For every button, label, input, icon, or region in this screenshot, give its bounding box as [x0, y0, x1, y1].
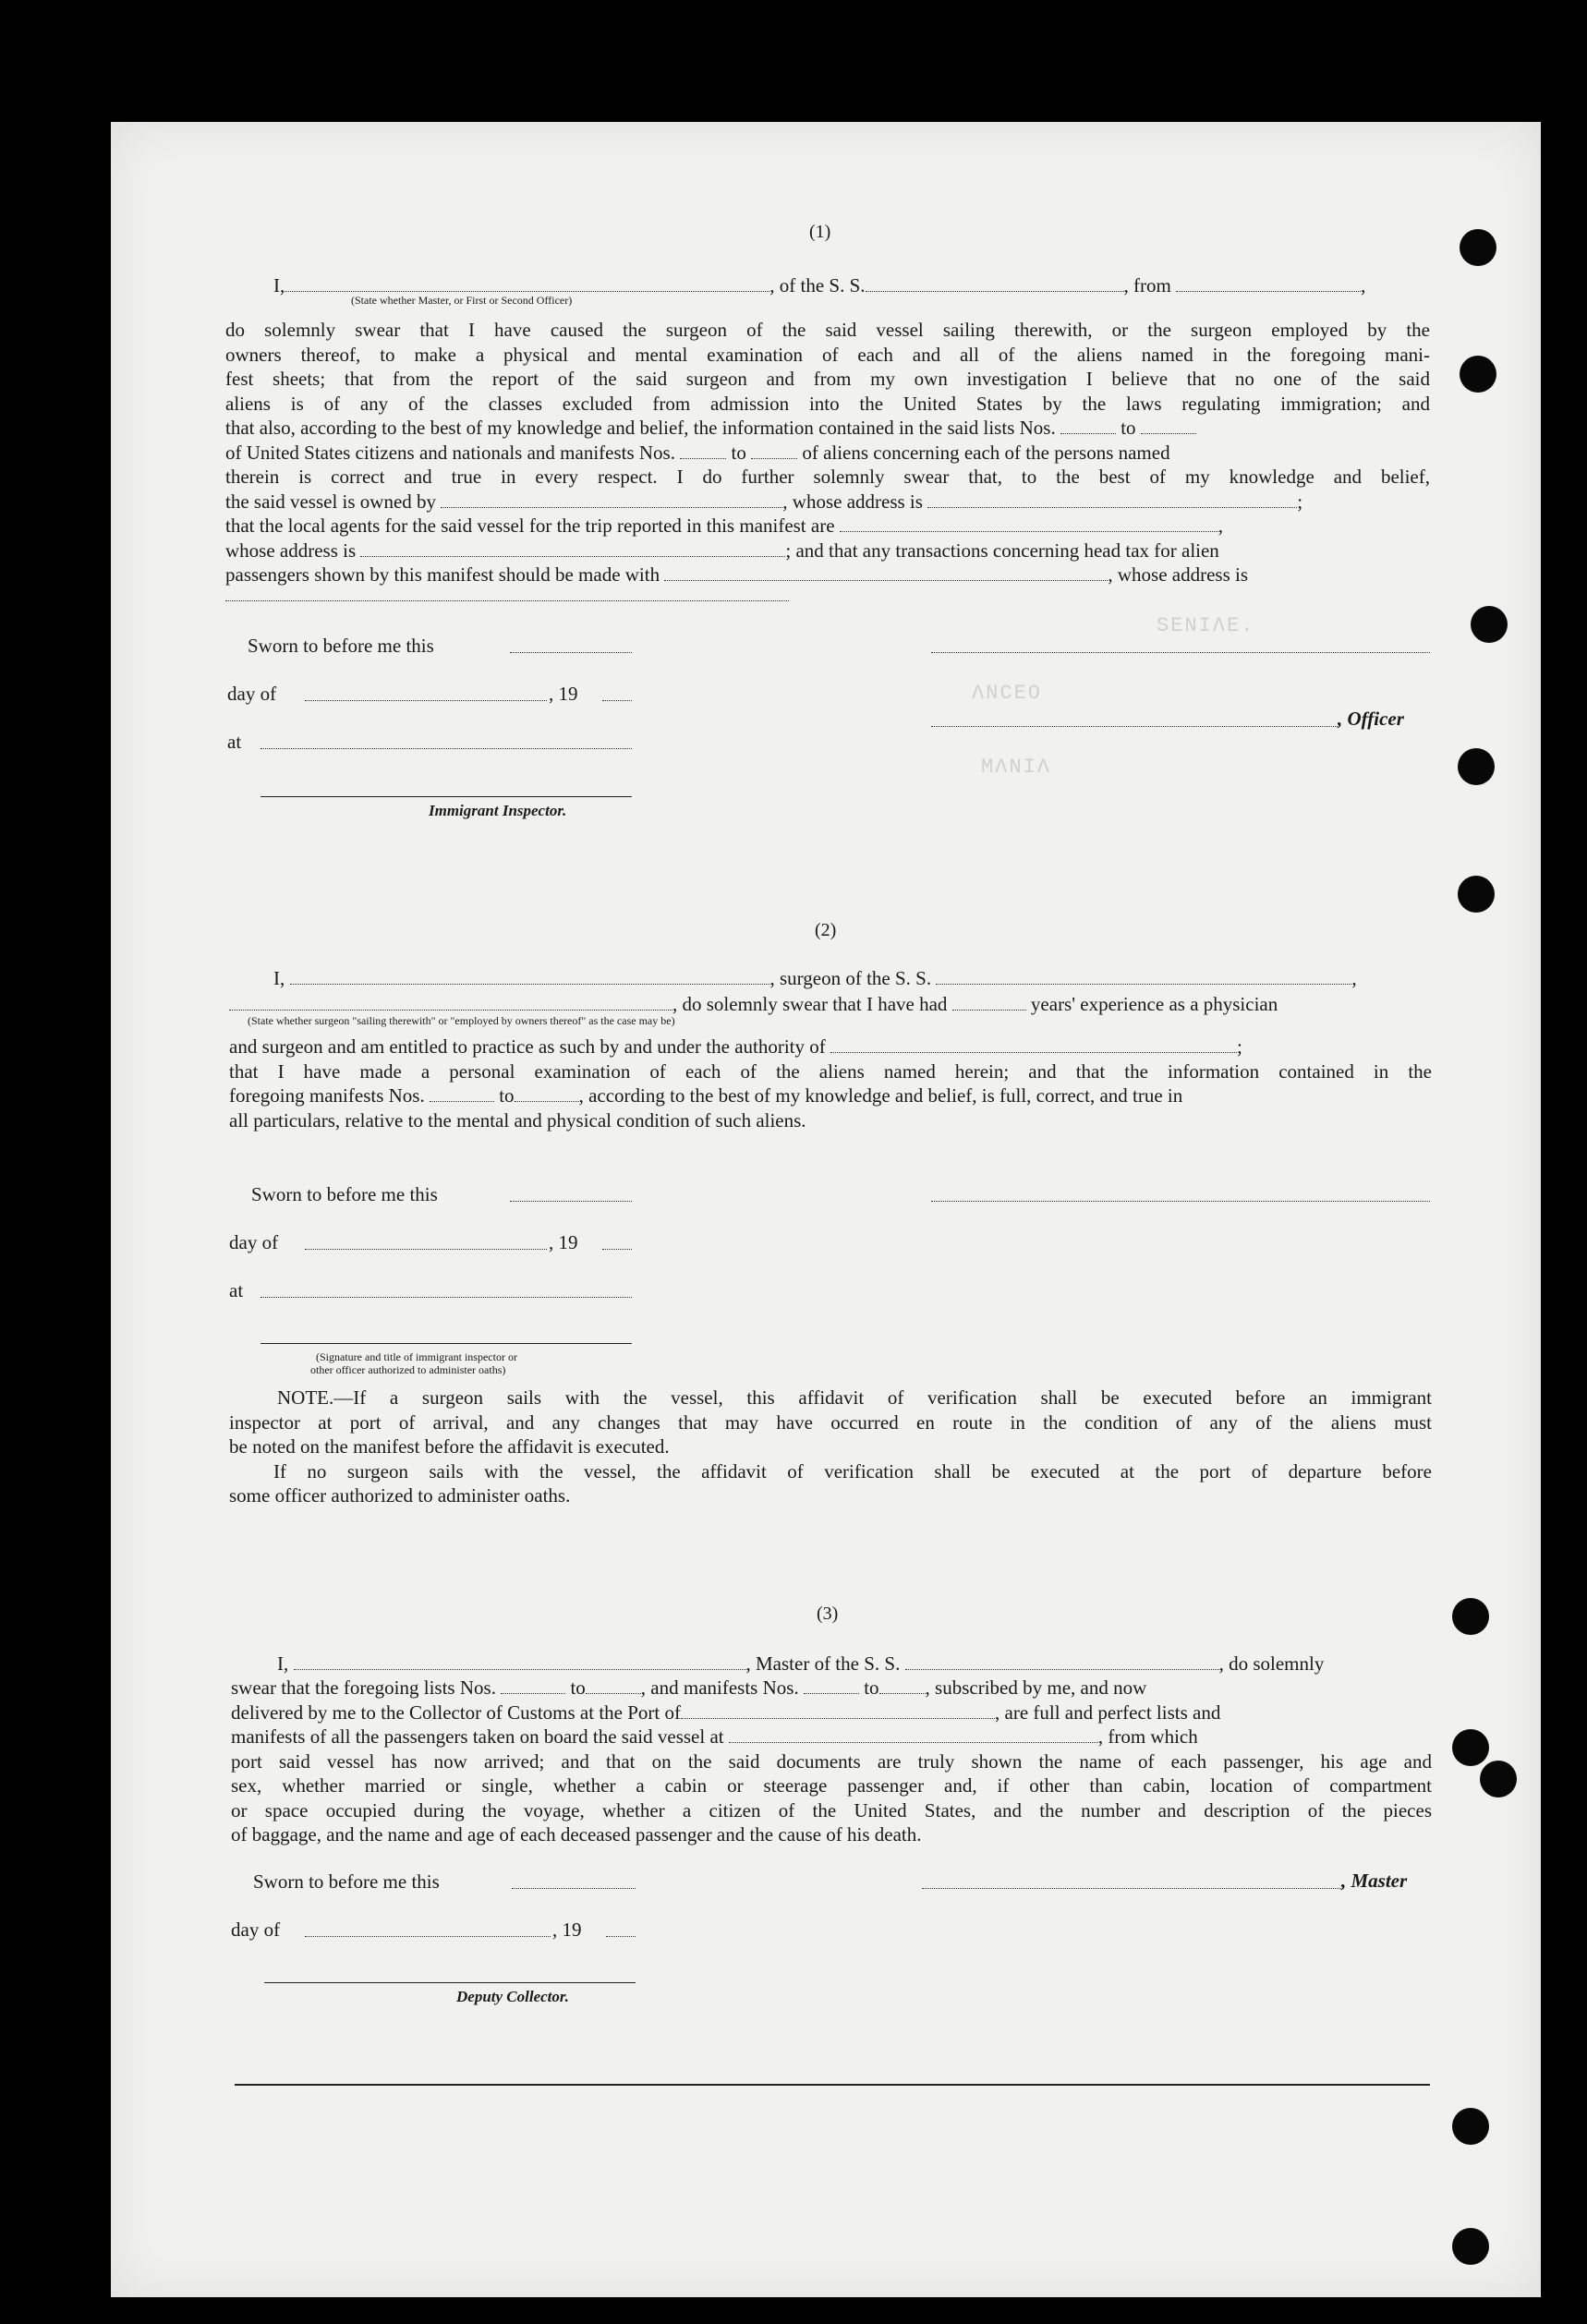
section3-body: swear that the foregoing lists Nos. to , and manifests Nos. to , subscribed by me, and now delivered by me to the Collector of Customs at the Port of , are full and perfect lists and manifests of all the passengers taken on board the said vessel at , from which port said vessel has now arrived; and that on the said documents are truly shown the name of each passenger, his age and sex, whether married or single, whether a cabin or steerage passenger and, if other than cabin, location of compartment or space occupied during the voyage, whether a citizen of the United States, and the number and description of the pieces of baggage, and the name and age of each deceased passenger and the cause of his death. [231, 1676, 1432, 1846]
section-number: (3) [817, 1604, 839, 1624]
surgeon-note: (State whether surgeon "sailing therewith" or "employed by owners thereof" as the case may be) [248, 1014, 675, 1027]
address-line [225, 600, 789, 601]
note-block: NOTE.—If a surgeon sails with the vessel, this affidavit of verification shall be executed before an immigrant inspector at port of arrival, and any changes that may have occurred en route in the condition of any of the aliens must be noted on the manifest before the affidavit is executed. If no surgeon sails with the vessel, the affidavit of verification shall be executed at the port of departure before some officer authorized to administer oaths. [229, 1386, 1432, 1507]
signature-note: other officer authorized to administer oaths) [310, 1363, 506, 1376]
at-line [260, 1297, 632, 1298]
punch-hole [1480, 1761, 1517, 1797]
bleed-through: OƎƆИɅ [970, 682, 1041, 705]
master-sign-line [922, 1888, 1341, 1889]
section2-line1: I, , surgeon of the S. S. , [273, 967, 1357, 989]
section2-body: and surgeon and am entitled to practice as such by and under the authority of ; that I have made a personal examination of each of the aliens named herein; and that the information contained in the foregoing manifests Nos. to , according to the best of my knowledge and belief, is full, correct, and true in all particulars, relative to the mental and physical condition of such aliens. [229, 1035, 1432, 1132]
sworn-label: Sworn to before me this [251, 1183, 438, 1205]
section-number: (1) [809, 222, 831, 242]
at-line [260, 748, 632, 749]
inspector-sign-line [260, 796, 632, 797]
at-label: at [229, 1279, 244, 1301]
collector-sign-line [264, 1982, 636, 1983]
bottom-rule [235, 2084, 1430, 2086]
surgeon-sign-line [931, 1201, 1430, 1202]
punch-hole [1458, 748, 1495, 785]
officer-sign-line [931, 652, 1430, 653]
bleed-through: .ƎɅIИƎƧ [1155, 614, 1254, 637]
section1-body: do solemnly swear that I have caused the surgeon of the said vessel sailing therewith, or the surgeon employed by the owners thereof, to make a physical and mental examination of each and all of the aliens named in the foregoing mani- fest sheets; that from the report of the said surgeon and from my own investigation I believe that no one of the said aliens is of any of the classes excluded from admission into the United States by the laws regulating immigration; and that also, according to the best of my knowledge and belief, the information contained in the said lists Nos. to of United States citizens and nationals and manifests Nos. to of aliens concerning each of the persons named therein is correct and true in every respect. I do further solemnly swear that, to the best of my knowledge and belief, the said vessel is owned by , whose address is ; that the local agents for the said vessel for the trip reported in this manifest are , whose address is ; and that any transactions concerning head tax for alien passengers shown by this manifest should be made with , whose address is [225, 319, 1430, 586]
year-line [602, 700, 632, 701]
punch-hole [1458, 876, 1495, 913]
year-line [606, 1936, 636, 1937]
year-label: , 19 [552, 1919, 582, 1941]
sworn-date-line [510, 652, 632, 653]
punch-hole [1452, 1598, 1489, 1635]
day-of-label: day of [227, 683, 277, 705]
section2-line2: , do solemnly swear that I have had years' experience as a physician [229, 992, 1278, 1017]
officer-line [931, 726, 1338, 727]
inspector-sign-line [260, 1343, 632, 1344]
deputy-collector-label: Deputy Collector. [456, 1988, 569, 2005]
signature-note: (Signature and title of immigrant inspector or [316, 1350, 517, 1363]
day-of-label: day of [229, 1231, 279, 1253]
sworn-date-line [510, 1201, 632, 1202]
sworn-label: Sworn to before me this [248, 635, 434, 657]
day-line [305, 700, 547, 701]
year-label: , 19 [549, 683, 578, 705]
punch-hole [1452, 2108, 1489, 2145]
section-number: (2) [815, 920, 837, 940]
punch-hole [1460, 229, 1496, 266]
master-label: , Master [1341, 1870, 1408, 1892]
sworn-label: Sworn to before me this [253, 1870, 440, 1893]
officer-label: , Officer [1338, 708, 1404, 730]
punch-hole [1452, 1729, 1489, 1766]
punch-hole [1471, 606, 1508, 643]
sworn-date-line [512, 1888, 636, 1889]
punch-hole [1452, 2228, 1489, 2265]
section3-line1: I, , Master of the S. S. , do solemnly [277, 1652, 1325, 1675]
at-label: at [227, 731, 242, 753]
section1-line1: I, , of the S. S. , from , [273, 274, 1366, 297]
day-line [305, 1249, 547, 1250]
year-label: , 19 [549, 1231, 578, 1253]
bleed-through: ɅIИɅM [979, 756, 1050, 779]
day-line [305, 1936, 551, 1937]
master-note: (State whether Master, or First or Second Officer) [351, 294, 573, 307]
punch-hole [1460, 356, 1496, 393]
year-line [602, 1249, 632, 1250]
immigrant-inspector-label: Immigrant Inspector. [429, 802, 567, 819]
day-of-label: day of [231, 1919, 281, 1941]
